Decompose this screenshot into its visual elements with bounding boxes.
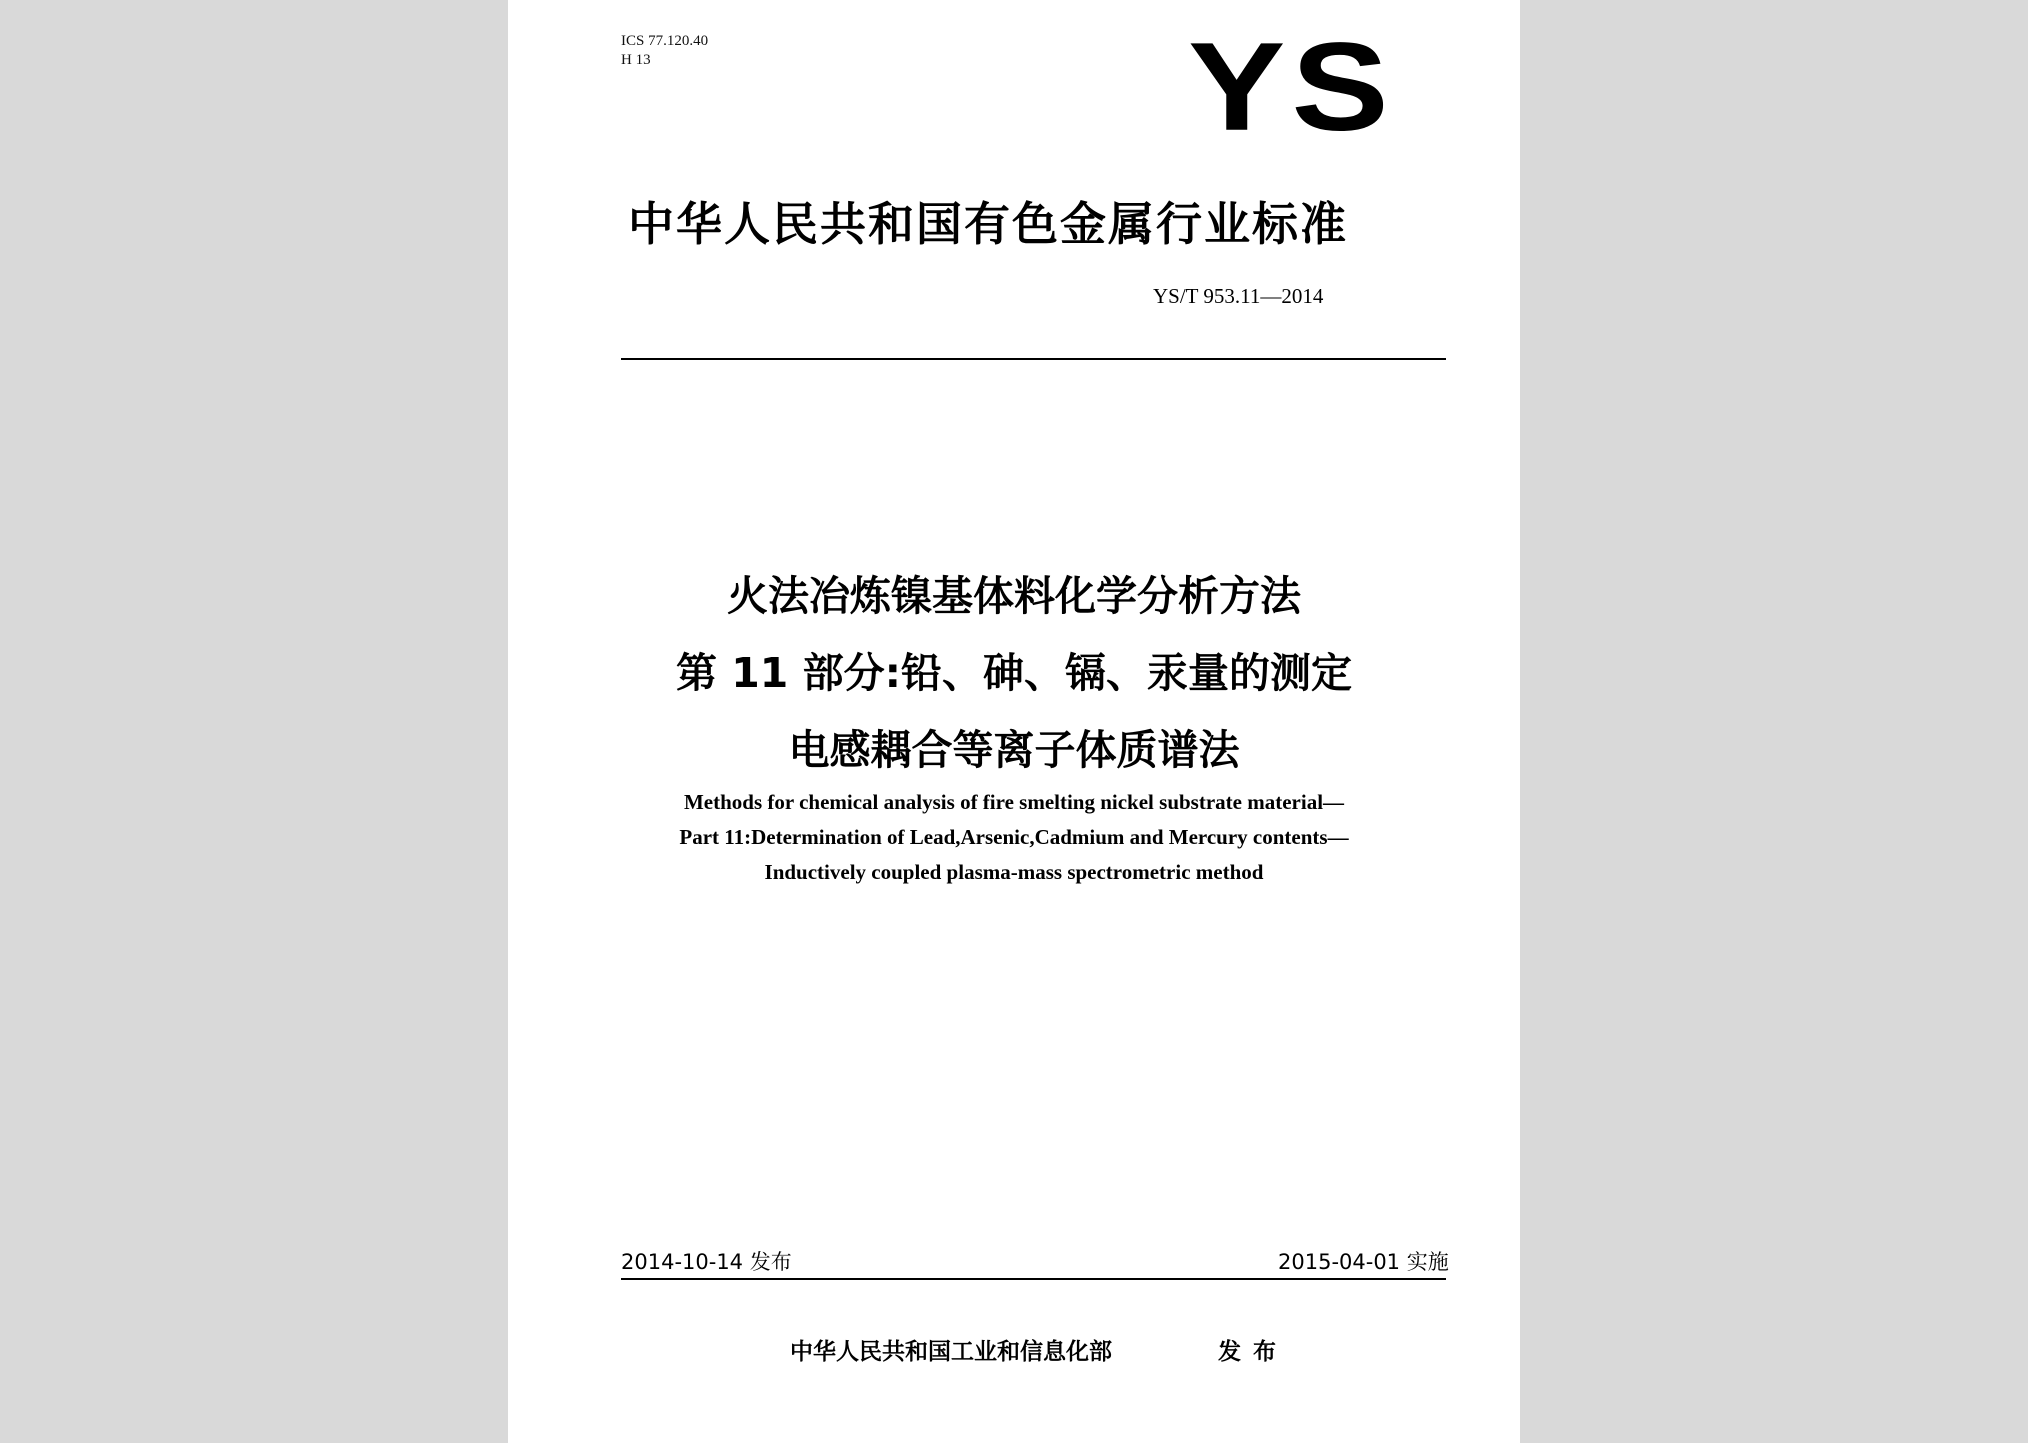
top-divider	[621, 358, 1446, 360]
english-title	[508, 785, 1520, 890]
standard-code: YS/T 953.11—2014	[1153, 284, 1324, 308]
english-title-line-2: Part 11:Determination of Lead,Arsenic,Cadmium and Mercury contents—	[679, 825, 1349, 849]
english-title-line-1: Methods for chemical analysis of fire smelting nickel substrate material—	[683, 790, 1345, 814]
chinese-title-line-2: 第 11 部分:铅、砷、镉、汞量的测定	[676, 649, 1352, 697]
publisher-name: 中华人民共和国工业和信息化部	[790, 1339, 1112, 1365]
publish-label: 发布	[1218, 1339, 1288, 1365]
ics-code: ICS 77.120.40	[621, 33, 709, 49]
bottom-divider	[621, 1278, 1446, 1280]
chinese-title	[508, 558, 1520, 789]
english-title-line-3: Inductively coupled plasma-mass spectrometric method	[764, 860, 1264, 884]
category-code: H 13	[621, 52, 651, 68]
chinese-title-line-1: 火法冶炼镍基体料化学分析方法	[727, 572, 1301, 620]
implementation-date: 2015-04-01 实施	[1278, 1250, 1449, 1274]
ys-logo: YS	[1188, 16, 1395, 157]
chinese-title-line-3: 电感耦合等离子体质谱法	[788, 726, 1240, 774]
document-page	[508, 0, 1520, 1443]
standard-title: 中华人民共和国有色金属行业标准	[628, 197, 1348, 251]
classification-block	[621, 32, 708, 70]
issue-date: 2014-10-14 发布	[621, 1250, 792, 1274]
